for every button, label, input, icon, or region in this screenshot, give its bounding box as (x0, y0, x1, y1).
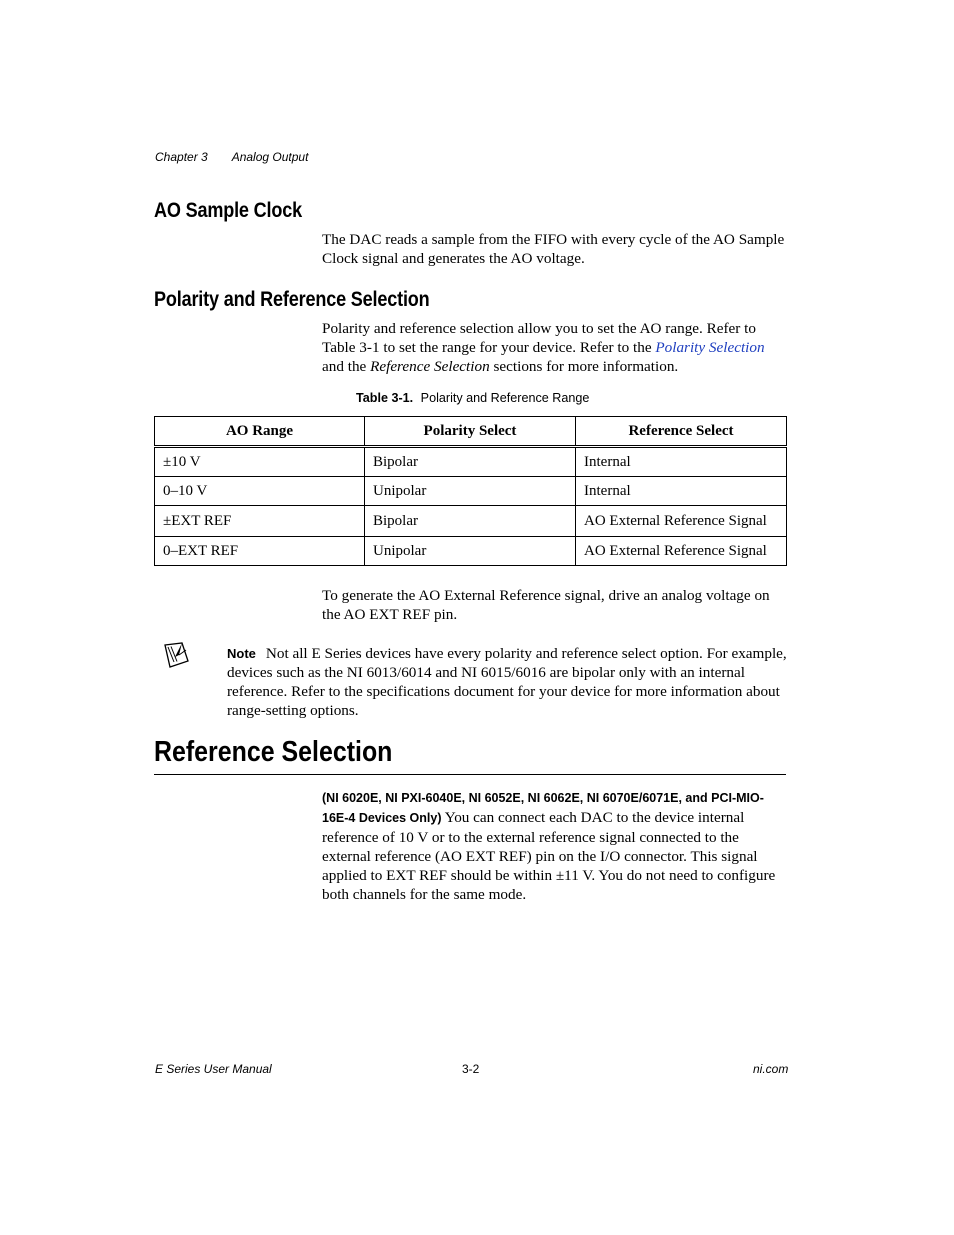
table-row (155, 447, 787, 477)
reference-selection-ref: Reference Selection (370, 358, 490, 375)
section-heading-reference-selection: Reference Selection (154, 736, 393, 768)
table-cell: ±10 V (155, 447, 365, 477)
section-heading-polarity-reference: Polarity and Reference Selection (154, 288, 430, 311)
table-cell: AO External Reference Signal (576, 537, 787, 566)
running-header (155, 150, 308, 164)
polarity-text-3: sections for more information. (489, 358, 679, 375)
table-cell: Bipolar (365, 506, 576, 537)
footer-manual-title: E Series User Manual (155, 1062, 272, 1076)
chapter-title: Analog Output (231, 150, 309, 164)
note-text: Not all E Series devices have every polarity and reference select option. For example, devices such as the NI 6013/6014 and NI 6015/6016 are bipolar only with an internal reference. Refer to the specifications document for your device for more information about range-setting options. (227, 645, 787, 719)
heading-rule (154, 774, 786, 775)
chapter-number: Chapter 3 (155, 150, 208, 164)
table-cell: ±EXT REF (155, 506, 365, 537)
table-row (155, 537, 787, 566)
footer-page-number: 3-2 (462, 1062, 480, 1076)
table-cell: AO External Reference Signal (576, 506, 787, 537)
ao-sample-clock-paragraph: The DAC reads a sample from the FIFO with every cycle of the AO Sample Clock signal and generates the AO voltage. (322, 231, 785, 267)
note-label: Note (227, 646, 256, 661)
table-cell: Internal (576, 447, 787, 477)
polarity-reference-table (154, 416, 787, 566)
table-header-cell: Reference Select (576, 417, 787, 447)
table-cell: Unipolar (365, 477, 576, 506)
table-row (155, 506, 787, 537)
polarity-text-1: Polarity and reference selection allow you to set the AO range. Refer to Table 3-1 to set the range for your device. Refer to the (322, 320, 756, 356)
table-header-cell: Polarity Select (365, 417, 576, 447)
note-block (227, 644, 787, 720)
polarity-text-2: and the (322, 358, 371, 375)
table-cell: 0–EXT REF (155, 537, 365, 566)
reference-selection-text: You can connect each DAC to the device internal reference of 10 V or to the external reference signal connected to the external reference (AO EXT REF) pin on the I/O connector. This signal applied to EXT REF should be within ±11 V. You do not need to configure both channels for the same mode. (322, 809, 776, 903)
note-icon (162, 641, 190, 669)
polarity-paragraph (322, 319, 788, 376)
table-header-cell: AO Range (155, 417, 365, 447)
table-caption (356, 391, 589, 405)
table-header-row (155, 417, 787, 447)
footer-website: ni.com (753, 1062, 789, 1076)
table-row (155, 477, 787, 506)
table-cell: Unipolar (365, 537, 576, 566)
table-caption-title: Polarity and Reference Range (420, 391, 590, 405)
reference-selection-paragraph (322, 788, 788, 904)
table-cell: Internal (576, 477, 787, 506)
device-applicability: (NI 6020E, NI PXI-6040E, NI 6052E, NI 6062E, NI 6070E/6071E, and PCI-MIO-16E-4 Devices Only) (322, 791, 764, 825)
polarity-selection-link[interactable]: Polarity Selection (655, 339, 765, 356)
table-cell: 0–10 V (155, 477, 365, 506)
section-heading-ao-sample-clock: AO Sample Clock (154, 199, 302, 222)
table-caption-label: Table 3-1. (356, 391, 414, 405)
ext-ref-paragraph: To generate the AO External Reference signal, drive an analog voltage on the AO EXT REF pin. (322, 587, 770, 623)
table-cell: Bipolar (365, 447, 576, 477)
